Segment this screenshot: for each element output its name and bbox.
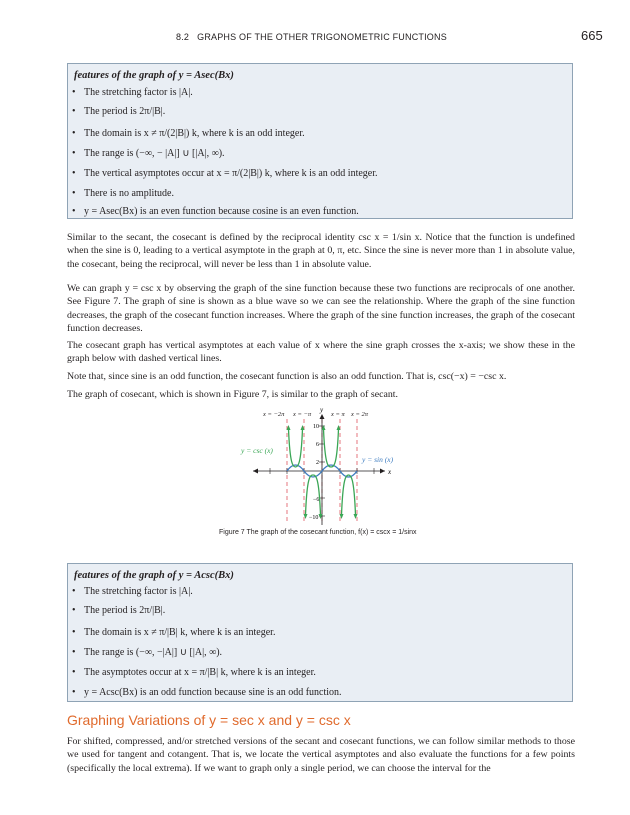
asymptote-label: x = −2π [263, 411, 285, 418]
paragraph: Note that, since sine is an odd function, the cosecant function is also an odd function. That is, csc(−x) = −csc x. [67, 371, 507, 382]
csc-label: y = csc (x) [241, 446, 273, 455]
y-axis-label: y [320, 406, 324, 414]
box-item: • The range is (−∞, −|A|] ∪ [|A|, ∞). [72, 644, 572, 662]
paragraph: The cosecant graph has vertical asymptotes at each value of x where the sine graph crosses the x-axis; we show these in the graph below with dashed vertical lines. [67, 340, 575, 365]
cosecant-figure [235, 405, 410, 525]
box-item: • The domain is x ≠ π/|B| k, where k is an integer. [72, 622, 572, 644]
box-item: • The domain is x ≠ π/(2|B|) k, where k is an odd integer. [72, 123, 572, 145]
paragraph: For shifted, compressed, and/or stretched versions of the secant and cosecant functions, we can follow similar methods to those we used for tangent and cotangent. That is, we locate the vertical asymptotes and also evaluate the functions for a few points (specifically the local extrema). If we want to graph only a single period, we can choose the interval for the [67, 736, 575, 774]
features-box-secant [67, 63, 573, 219]
page-header [0, 26, 630, 46]
box-item: • The period is 2π/|B|. [72, 600, 572, 622]
section-title: GRAPHS OF THE OTHER TRIGONOMETRIC FUNCTIONS [197, 32, 447, 42]
box-item: • The period is 2π/|B|. [72, 101, 572, 123]
box-item: • y = Asec(Bx) is an even function because cosine is an even function. [72, 203, 572, 221]
y-tick-label: −6 [313, 497, 320, 503]
page-number: 665 [581, 28, 603, 43]
box-item: • The asymptotes occur at x = π/|B| k, where k is an integer. [72, 662, 572, 684]
x-axis-label: x [388, 468, 392, 476]
csc-branch [289, 429, 303, 467]
x-axis-arrow-left [253, 469, 258, 474]
asymptote-label: x = 2π [351, 411, 369, 418]
box-item: • The stretching factor is |A|. [72, 584, 572, 600]
box-title: features of the graph of y = Acsc(Bx) [74, 570, 234, 581]
y-axis-arrow [320, 414, 325, 419]
csc-branch [306, 475, 321, 515]
box-item: • There is no amplitude. [72, 185, 572, 203]
paragraph: The graph of cosecant, which is shown in Figure 7, is similar to the graph of secant. [67, 389, 399, 400]
section-number: 8.2 [176, 32, 190, 42]
sine-label: y = sin (x) [362, 455, 394, 464]
csc-branch [324, 429, 339, 467]
box-item: • The vertical asymptotes occur at x = π/(2|B|) k, where k is an odd integer. [72, 163, 572, 185]
y-tick-label: 6 [316, 442, 319, 448]
y-tick-label: 10 [313, 424, 319, 430]
asymptote-label: x = −π [293, 411, 312, 418]
paragraph: We can graph y = csc x by observing the graph of the sine function because these two functions are reciprocals of one another. See Figure 7. The graph of sine is shown as a blue wave so we can see the relationship. Where the graph of the sine function decreases, the graph of the cosecant function increases. Where the graph of the sine function increases, the graph of the cosecant function decreases. [67, 283, 575, 334]
paragraph: Similar to the secant, the cosecant is defined by the reciprocal identity csc x = 1/sin x. Notice that the function is undefined when the sine is 0, leading to a vertical asymptote in the graph at 0, π, etc. Since the sine is never more than 1 in absolute value, the cosecant, being the reciprocal, will never be less than 1 in absolute value. [67, 232, 575, 270]
csc-branch [342, 475, 356, 515]
box-title: features of the graph of y = Asec(Bx) [74, 70, 234, 81]
section-heading: Graphing Variations of y = sec x and y = csc x [67, 712, 351, 728]
figure-caption: Figure 7 The graph of the cosecant function, f(x) = cscx = 1/sinx [219, 529, 417, 536]
x-axis-arrow [380, 469, 385, 474]
asymptote-label: x = π [331, 411, 345, 418]
box-item: • The stretching factor is |A|. [72, 85, 572, 101]
y-tick-label: −10 [309, 515, 319, 521]
features-box-cosecant [67, 563, 573, 702]
y-tick-label: 2 [316, 460, 319, 466]
box-item: • y = Acsc(Bx) is an odd function because sine is an odd function. [72, 684, 572, 702]
box-item: • The range is (−∞, − |A|] ∪ [|A|, ∞). [72, 145, 572, 163]
running-head [176, 32, 447, 42]
